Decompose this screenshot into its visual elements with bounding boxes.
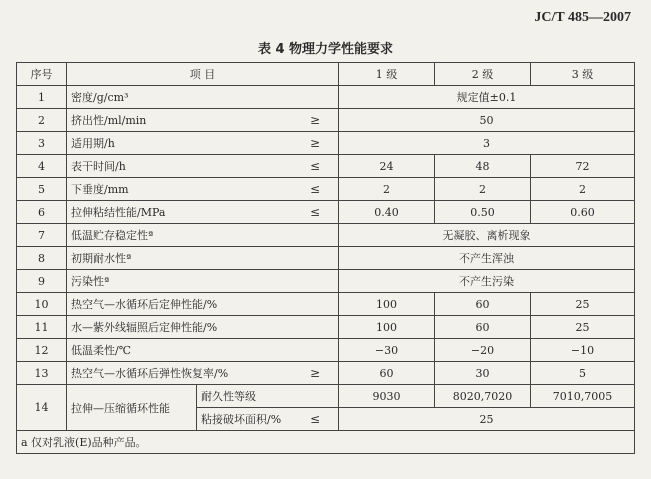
row-subitem-label: 粘接破坏面积/% xyxy=(201,413,282,426)
row-grade-2: 60 xyxy=(435,293,531,316)
table-row xyxy=(17,339,635,362)
row-symbol: ≥ xyxy=(309,136,320,150)
row-item: 拉伸—压缩循环性能 xyxy=(67,385,197,431)
row-item-label: 适用期/h xyxy=(71,137,115,150)
row-no: 7 xyxy=(17,224,67,247)
row-symbol: ≤ xyxy=(309,159,320,173)
table-header-row xyxy=(17,63,635,86)
row-item-label: 表干时间/h xyxy=(71,160,126,173)
row-subitem: 耐久性等级 xyxy=(197,385,339,408)
row-item xyxy=(67,224,339,247)
row-no: 4 xyxy=(17,155,67,178)
row-grade-1: 2 xyxy=(339,178,435,201)
row-symbol: ≤ xyxy=(309,182,320,196)
row-no: 14 xyxy=(17,385,67,431)
table-row xyxy=(17,247,635,270)
row-item xyxy=(67,362,339,385)
table-title: 表 4 物理力学性能要求 xyxy=(257,42,394,57)
row-no: 1 xyxy=(17,86,67,109)
row-merged-value: 3 xyxy=(339,132,635,155)
row-no: 2 xyxy=(17,109,67,132)
row-grade-2: 2 xyxy=(435,178,531,201)
row-no: 9 xyxy=(17,270,67,293)
row-item xyxy=(67,247,339,270)
row-no: 13 xyxy=(17,362,67,385)
row-grade-2: 8020,7020 xyxy=(435,385,531,408)
row-grade-3: −10 xyxy=(531,339,635,362)
row-item-label: 污染性ª xyxy=(71,275,110,288)
table-row xyxy=(17,270,635,293)
row-grade-2: 48 xyxy=(435,155,531,178)
row-item-label: 下垂度/mm xyxy=(71,183,129,196)
table-row xyxy=(17,109,635,132)
header-grade-1: 1 级 xyxy=(339,63,435,86)
row-grade-3: 0.60 xyxy=(531,201,635,224)
row-merged-value: 无凝胶、离析现象 xyxy=(339,224,635,247)
row-item-label: 低温贮存稳定性ª xyxy=(71,229,154,242)
row-item-label: 密度/g/cm³ xyxy=(71,91,129,104)
row-grade-3: 5 xyxy=(531,362,635,385)
row-symbol: ≥ xyxy=(309,113,320,127)
header-item: 项 目 xyxy=(67,63,339,86)
row-symbol: ≥ xyxy=(309,366,320,380)
row-symbol: ≤ xyxy=(309,412,320,426)
row-item-label: 挤出性/ml/min xyxy=(71,114,147,127)
row-item xyxy=(67,178,339,201)
row-symbol: ≤ xyxy=(309,205,320,219)
row-item xyxy=(67,132,339,155)
table-row xyxy=(17,132,635,155)
row-grade-1: 24 xyxy=(339,155,435,178)
table-row-14a xyxy=(17,385,635,408)
row-grade-3: 2 xyxy=(531,178,635,201)
row-item xyxy=(67,270,339,293)
table-row xyxy=(17,178,635,201)
row-no: 5 xyxy=(17,178,67,201)
row-item xyxy=(67,109,339,132)
table-row xyxy=(17,316,635,339)
footnote-row xyxy=(17,431,635,454)
row-item xyxy=(67,339,339,362)
row-grade-1: 60 xyxy=(339,362,435,385)
row-item xyxy=(67,293,339,316)
row-grade-2: 0.50 xyxy=(435,201,531,224)
table-row xyxy=(17,293,635,316)
table-row xyxy=(17,224,635,247)
properties-table xyxy=(16,62,635,454)
header-grade-3: 3 级 xyxy=(531,63,635,86)
row-grade-1: 9030 xyxy=(339,385,435,408)
row-no: 6 xyxy=(17,201,67,224)
row-item xyxy=(67,316,339,339)
row-no: 3 xyxy=(17,132,67,155)
row-merged-value: 25 xyxy=(339,408,635,431)
row-no: 11 xyxy=(17,316,67,339)
row-no: 8 xyxy=(17,247,67,270)
row-merged-value: 50 xyxy=(339,109,635,132)
row-grade-1: −30 xyxy=(339,339,435,362)
row-grade-1: 0.40 xyxy=(339,201,435,224)
row-grade-2: 60 xyxy=(435,316,531,339)
row-grade-2: 30 xyxy=(435,362,531,385)
row-item xyxy=(67,155,339,178)
row-item-label: 水—紫外线辐照后定伸性能/% xyxy=(71,321,218,334)
header-no: 序号 xyxy=(17,63,67,86)
row-merged-value: 规定值±0.1 xyxy=(339,86,635,109)
row-item-label: 热空气—水循环后弹性恢复率/% xyxy=(71,367,229,380)
row-grade-2: −20 xyxy=(435,339,531,362)
row-grade-3: 7010,7005 xyxy=(531,385,635,408)
table-row xyxy=(17,201,635,224)
row-grade-3: 25 xyxy=(531,316,635,339)
standard-code: JC/T 485—2007 xyxy=(534,10,631,25)
table-row xyxy=(17,362,635,385)
row-merged-value: 不产生污染 xyxy=(339,270,635,293)
row-item-label: 初期耐水性ª xyxy=(71,252,132,265)
table-row xyxy=(17,155,635,178)
row-no: 10 xyxy=(17,293,67,316)
row-item xyxy=(67,86,339,109)
table-row xyxy=(17,86,635,109)
row-item xyxy=(67,201,339,224)
row-grade-1: 100 xyxy=(339,293,435,316)
table-body xyxy=(17,86,635,385)
row-item-label: 热空气—水循环后定伸性能/% xyxy=(71,298,218,311)
row-item-label: 拉伸粘结性能/MPa xyxy=(71,206,166,219)
row-grade-3: 72 xyxy=(531,155,635,178)
row-grade-3: 25 xyxy=(531,293,635,316)
row-subitem xyxy=(197,408,339,431)
row-merged-value: 不产生浑浊 xyxy=(339,247,635,270)
footnote: a 仅对乳液(E)品种产品。 xyxy=(17,431,635,454)
row-grade-1: 100 xyxy=(339,316,435,339)
header-grade-2: 2 级 xyxy=(435,63,531,86)
row-no: 12 xyxy=(17,339,67,362)
row-item-label: 低温柔性/℃ xyxy=(71,344,132,357)
